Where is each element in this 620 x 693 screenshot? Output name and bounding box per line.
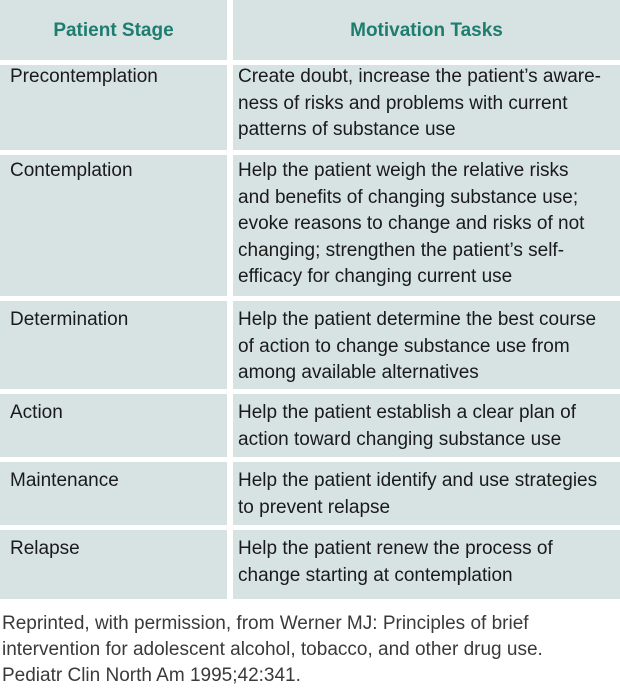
task-cell bbox=[238, 468, 614, 521]
task-line: Help the patient renew the process of bbox=[238, 538, 553, 559]
task-line: Help the patient weigh the relative risks bbox=[238, 160, 569, 181]
row-divider bbox=[0, 389, 620, 394]
task-line: changing; strengthen the patient’s self- bbox=[238, 239, 565, 261]
header-motivation-tasks: Motivation Tasks bbox=[350, 20, 503, 41]
row-divider bbox=[0, 296, 620, 301]
task-cell bbox=[238, 536, 614, 589]
citation-line: Pediatr Clin North Am 1995;42:341. bbox=[2, 665, 301, 686]
task-line: action toward changing substance use bbox=[238, 428, 562, 450]
task-line: Help the patient determine the best course bbox=[238, 309, 597, 330]
task-line: efficacy for changing current use bbox=[238, 266, 513, 287]
source-citation bbox=[2, 611, 618, 689]
task-line: ness of risks and problems with current bbox=[238, 92, 568, 114]
stage-cell: Action bbox=[10, 402, 63, 423]
header-patient-stage: Patient Stage bbox=[53, 20, 174, 41]
row-divider bbox=[0, 150, 620, 155]
citation-line: Reprinted, with permission, from Werner MJ: Principles of brief bbox=[2, 613, 529, 634]
task-line: to prevent relapse bbox=[238, 496, 391, 518]
task-line: patterns of substance use bbox=[238, 119, 456, 140]
task-cell bbox=[238, 400, 614, 453]
task-line: change starting at contemplation bbox=[238, 564, 513, 586]
task-line: of action to change substance use from bbox=[238, 335, 570, 357]
task-cell bbox=[238, 158, 614, 291]
citation-line: intervention for adolescent alcohol, tobacco, and other drug use. bbox=[2, 639, 543, 660]
task-cell bbox=[238, 307, 614, 387]
task-line: among available alternatives bbox=[238, 362, 479, 383]
row-divider bbox=[0, 525, 620, 530]
stage-cell: Determination bbox=[10, 309, 129, 330]
task-line: Create doubt, increase the patient’s aware- bbox=[238, 66, 601, 87]
stage-cell: Contemplation bbox=[10, 160, 133, 181]
task-line: and benefits of changing substance use; bbox=[238, 186, 579, 208]
task-line: Help the patient establish a clear plan of bbox=[238, 402, 576, 423]
row-divider bbox=[0, 457, 620, 462]
task-line: evoke reasons to change and risks of not bbox=[238, 213, 585, 234]
stage-cell: Precontemplation bbox=[10, 66, 158, 87]
task-line: Help the patient identify and use strategies bbox=[238, 470, 598, 491]
stage-cell: Maintenance bbox=[10, 470, 119, 491]
stage-cell: Relapse bbox=[10, 538, 80, 559]
task-cell bbox=[238, 64, 614, 144]
